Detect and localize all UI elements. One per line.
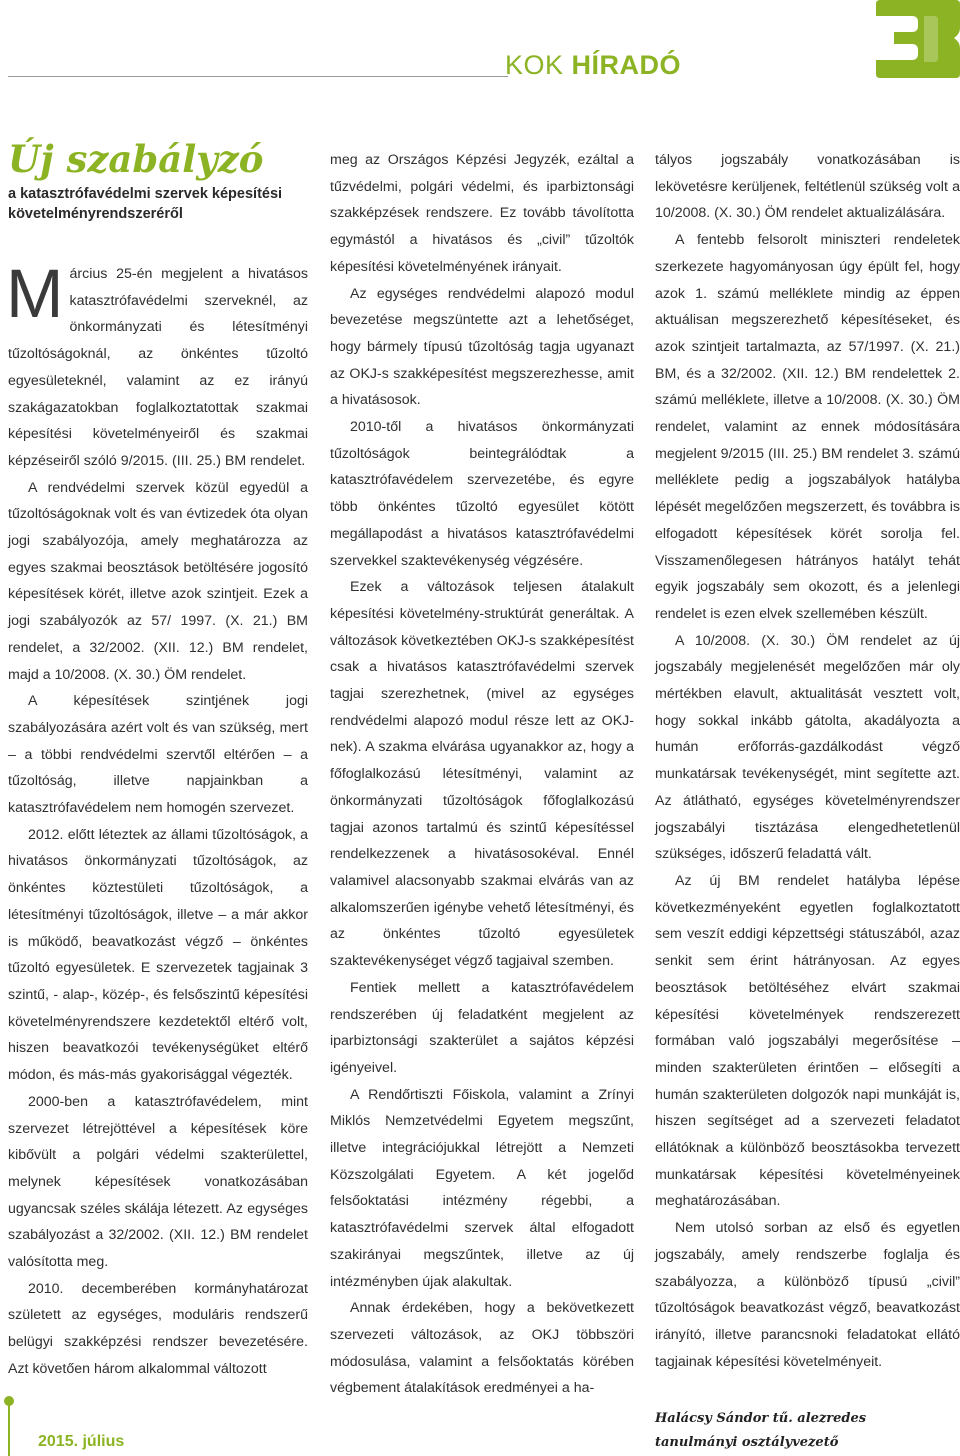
drop-cap: M	[6, 255, 64, 332]
author-signature	[655, 1407, 866, 1455]
paragraph: A 10/2008. (X. 30.) ÖM rendelet az új jogszabály megjelenését megelőzően már oly mértékben elavult, aktualitását vesztett volt, hogy sokkal inkább gátolta, akadályozta a humán erőforrás-gazdálkodást végző munkatársak tevékenységét, mint segítette azt. Az átlátható, egységes követelményrendszer jogszabályi tisztázása elengedhetetlenül szükséges, időszerű feladattá vált.	[655, 632, 960, 863]
paragraph: Nem utolsó sorban az első és egyetlen jogszabály, amely rendszerbe foglalja és szabályozza, a különböző típusú „civil” tűzoltóságok beavatkozást végző, beavatkozást irányító, illetve parancsnoki feladatokat ellátó tagjainak képesítési követelményeit.	[655, 1220, 960, 1370]
paragraph: 2000-ben a katasztrófavédelem, mint szervezet létrejöttével a képesítések köre kibővült a polgári védelmi szakterülettel, melynek képesítések vonatkozásában ugyancsak széles skálája létezett. Az egységes szabályozást a 32/2002. (XII. 12.) BM rendelet valósította meg.	[8, 1093, 308, 1271]
article-subtitle: a katasztrófavédelmi szervek képesítési követelményrendszeréről	[8, 186, 283, 222]
paragraph: A rendvédelmi szervek közül egyedül a tűzoltóságoknak volt és van évtizedek óta olyan jogi szabályozója, amely meghatározza az egyes szakmai beosztások betöltésére jogosító képesítések körét, illetve azok szintjeit. Ezek a jogi szabályozók az 57/ 1997. (X. 21.) BM rendelet, a 32/2002. (XII. 12.) BM rendelet, majd a 10/2008. (X. 30.) ÖM rendelet.	[8, 479, 308, 683]
article-column-1	[6, 255, 308, 1383]
paragraph: Annak érdekében, hogy a bekövetkezett szervezeti változások, az OKJ többszöri módosulása, valamint a felsőoktatás körében végbement átalakítások eredményei a ha-	[330, 1300, 634, 1397]
footer-rule	[8, 1402, 10, 1456]
paragraph: A Rendőrtiszti Főiskola, valamint a Zrínyi Miklós Nemzetvédelmi Egyetem megszűnt, illetve integrációjukkal létrejött a Nemzeti Közszolgálati Egyetem. A két jogelőd felsőoktatási intézmény régebbi, a katasztrófavédelmi szervek által elfogadott szakirányai megszűntek, illetve az új intézményben újak alakultak.	[330, 1086, 634, 1290]
paragraph: 2010-től a hivatásos önkormányzati tűzoltóságok beintegrálódtak a katasztrófavédelem szervezetébe, és egyre több önkéntes tűzoltó egyesület kötött megállapodást a hivatásos katasztrófavédelmi szervekkel szaktevékenység végzésére.	[330, 419, 634, 569]
section-title: HÍRADÓ	[571, 50, 682, 80]
paragraph: A fentebb felsorolt miniszteri rendeletek szerkezete hagyományosan úgy épült fel, hogy azok 1. számú melléklete mindig az éppen aktuálisan megszerezhető képesítéseket, és azok szintjeit tartalmazta, az 57/1997. (X. 21.) BM, és a 32/2002. (XII. 12.) BM rendelettek 2. számú melléklete, illetve a 10/2008. (X. 30.) ÖM rendelet, valamint az ennek módosítására megjelent 9/2015 (III. 25.) BM rendelet 3. számú melléklete pedig a jogszabályok hatályba lépését megelőzően megszerzett, és továbbra is elfogadott képesítések körét sorolja fel. Visszamenőlegesen hátrányos hatályt tehát egyik jogszabály sem okozott, és a jelenlegi rendelet is ezen elvek szellemében készült.	[655, 232, 960, 622]
paragraph: Az új BM rendelet hatályba lépése következményeként egyetlen foglalkoztatott sem veszít eddigi képzettségi státuszából, azaz senkit sem érint hátrányosan. Az egyes beosztások betöltéséhez elvárt szakmai képesítési követelmények rendszerezett formában való jogszabályi megerősítése – minden szakterületen érintően – elősegíti a humán szakterületen dolgozók napi munkáját is, hiszen segítséget ad a szervezeti feladatot ellátóknak a különböző beosztásokba tervezett munkatársak képesítési követelményeinek meghatározásában.	[655, 872, 960, 1210]
lead-paragraph-text: árcius 25-én megjelent a hivatásos katasztrófavédelmi szerveknél, az önkormányzati és létesítményi tűzoltóságoknál, az önkéntes tűzoltó egyesületeknél, valamint az ez irányú szakágazatokban foglalkoztatottak szakmai képesítési követelményeiről és szakmai képzéseiről szóló 9/2015. (III. 25.) BM rendelet.	[8, 266, 308, 469]
author-name: Halácsy Sándor tű. alezredes	[655, 1411, 867, 1426]
issue-date: 2015. július	[38, 1433, 125, 1450]
paragraph: 2010. decemberében kormányhatározat született az egységes, moduláris rendszerű belügyi szakképzési rendszer bevezetésére. Azt követően három alkalommal változott	[8, 1280, 308, 1377]
lead-paragraph	[6, 255, 308, 475]
article-column-3	[655, 147, 960, 1375]
article-title: Új szabályzó	[8, 137, 264, 181]
header-rule	[8, 76, 508, 77]
footer-dot-icon	[4, 1396, 14, 1406]
paragraph: tályos jogszabály vonatkozásában is lekövetésre kerüljenek, feltétlenül szükség volt a 10/2008. (X. 30.) ÖM rendelet aktualizálására.	[655, 152, 960, 222]
paragraph: Ezek a változások teljesen átalakult képesítési követelmény-struktúrát generáltak. A változások következtében OKJ-s szakképesítést csak a hivatásos katasztrófavédelmi szervek tagjai szerezhetnek, (mivel az egységes rendvédelmi alapozó modul része lett az OKJ-nek). A szakma elvárása ugyanakkor az, hogy a főfoglalkozású létesítményi, valamint az önkormányzati tűzoltóságok főfoglalkozású tagjai azonos tartalmú és szintű képesítéssel rendelkezzenek a hivatásosokéval. Ennél valamivel alacsonyabb szakmai elvárás van az alkalomszerűen igénybe vehető létesítményi, és az önkéntes tűzoltó egyesületek szaktevékenységet végző tagjaival szemben.	[330, 579, 634, 970]
paragraph: Fentiek mellett a katasztrófavédelem rendszerében új feladatként megjelent az iparbiztonsági szakterület a sajátos képzési igényeivel.	[330, 979, 634, 1076]
article-column-2	[330, 147, 634, 1402]
paragraph: A képesítések szintjének jogi szabályozására azért volt és van szükség, mert – a többi rendvédelmi szervtől eltérően – a tűzoltóság, illetve napjainkban a katasztrófavédelem nem homogén szervezet.	[8, 693, 308, 817]
paragraph: 2012. előtt léteztek az állami tűzoltóságok, a hivatásos önkormányzati tűzoltóságok, az önkéntes köztestületi tűzoltóságok, a létesítményi tűzoltóságok, illetve – a már akkor is működő, beavatkozást végző – önkéntes tűzoltó egyesületek. E szervezetek tagjainak 3 szintű, - alap-, közép-, és felsőszintű képesítési követelményrendszere kezdetektől eltérő volt, hiszen beavatkozói tevékenységüket eltérő módon, és más-más gyakorisággal végezték.	[8, 826, 308, 1084]
issue-number-graphic	[872, 0, 960, 78]
section-prefix: KOK	[505, 50, 564, 80]
section-header	[505, 50, 681, 80]
paragraph: Az egységes rendvédelmi alapozó modul bevezetése megszüntette azt a lehetőséget, hogy bármely típusú tűzoltóság tagja ugyanazt az OKJ-s szakképesítést megszerezhesse, amit a hivatásosok.	[330, 285, 634, 409]
paragraph: meg az Országos Képzési Jegyzék, ezáltal a tűzvédelmi, polgári védelmi, és iparbiztonsági szakképzések rendszere. Ez tovább távolította egymástól a hivatásos és „civil” tűzoltók képesítési követelményének irányait.	[330, 152, 634, 275]
author-title: tanulmányi osztályvezető	[655, 1435, 839, 1450]
